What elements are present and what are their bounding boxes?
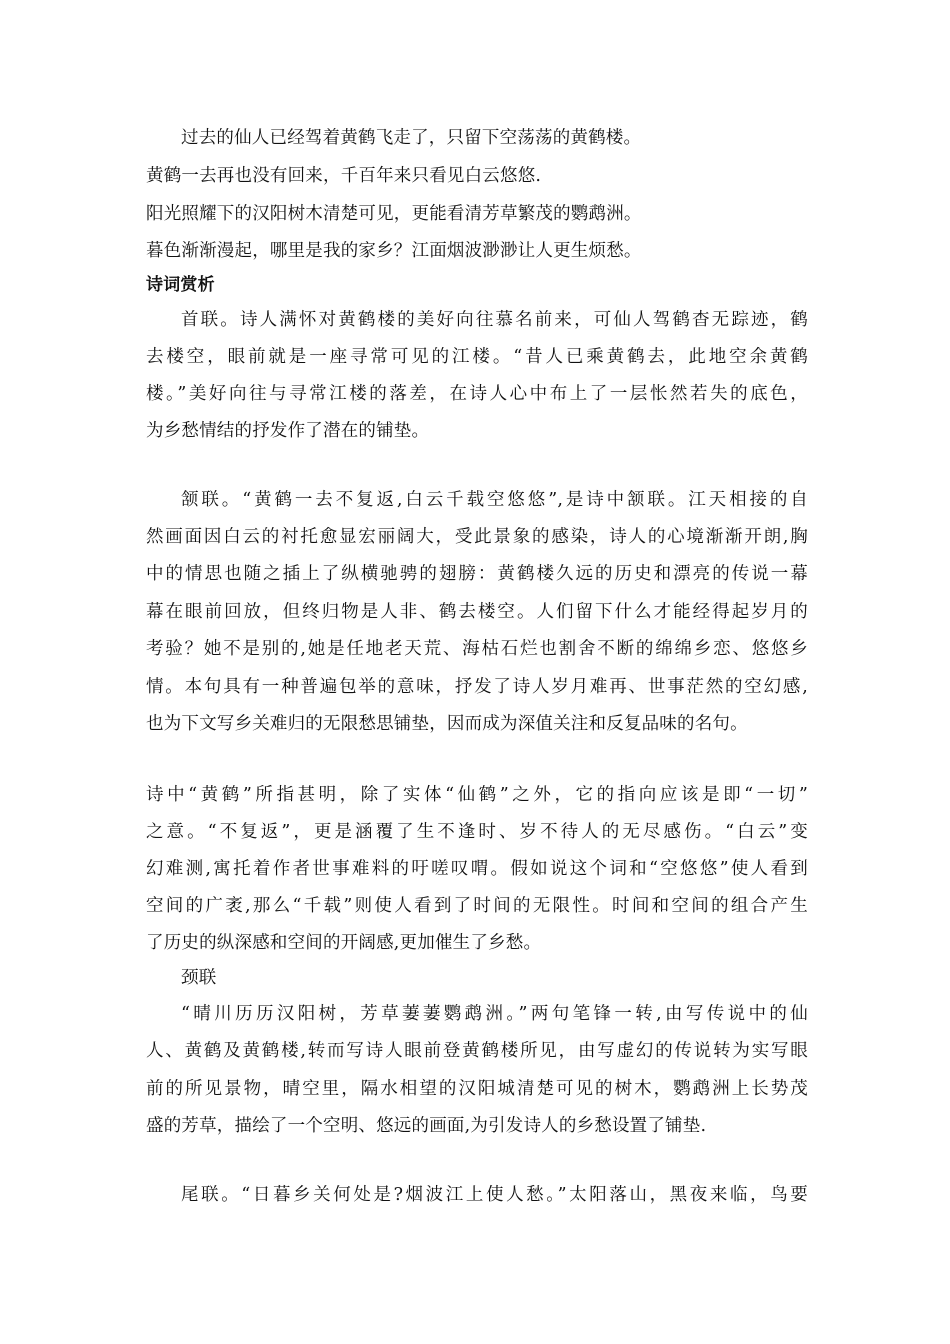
hanlian-line-3: 中的情思也随之插上了纵横驰骋的翅膀：黄鹤楼久远的历史和漂亮的传说一幕 <box>146 564 808 584</box>
hanlian-line-2: 然画面因白云的衬托愈显宏丽阔大，受此景象的感染，诗人的心境渐渐开朗,胸 <box>146 527 808 547</box>
huanghe-line-5: 了历史的纵深感和空间的开阔感,更加催生了乡愁。 <box>146 933 542 953</box>
translation-line-1: 过去的仙人已经驾着黄鹤飞走了，只留下空荡荡的黄鹤楼。 <box>181 128 642 148</box>
hanlian-line-7: 也为下文写乡关难归的无限愁思铺垫，因而成为深值关注和反复品味的名句。 <box>146 714 748 734</box>
jinglian-line-4: 盛的芳草，描绘了一个空明、悠远的画面,为引发诗人的乡愁设置了铺垫. <box>146 1116 707 1136</box>
huanghe-line-3: 幻难测,寓托着作者世事难料的吁嗟叹喟。假如说这个词和“空悠悠”使人看到 <box>146 859 808 879</box>
shoulian-line-3: 楼。”美好向往与寻常江楼的落差，在诗人心中布上了一层怅然若失的底色， <box>146 384 808 404</box>
huanghe-line-4: 空间的广袤,那么“千载”则使人看到了时间的无限性。时间和空间的组合产生 <box>146 896 808 916</box>
translation-line-4: 暮色渐渐漫起，哪里是我的家乡？江面烟波渺渺让人更生烦愁。 <box>146 241 642 261</box>
shoulian-line-2: 去楼空，眼前就是一座寻常可见的江楼。“昔人已乘黄鹤去，此地空余黄鹤 <box>146 347 808 367</box>
huanghe-line-2: 之意。“不复返”，更是涵覆了生不逢时、岁不待人的无尽感伤。“白云”变 <box>146 822 808 842</box>
hanlian-line-1: 颔联。“黄鹤一去不复返,白云千载空悠悠”,是诗中颔联。江天相接的自 <box>181 490 808 510</box>
jinglian-line-3: 前的所见景物，晴空里，隔水相望的汉阳城清楚可见的树木，鹦鹉洲上长势茂 <box>146 1079 808 1099</box>
huanghe-line-1: 诗中“黄鹤”所指甚明，除了实体“仙鹤”之外，它的指向应该是即“一切” <box>146 785 808 805</box>
shoulian-line-4: 为乡愁情结的抒发作了潜在的铺垫。 <box>146 421 430 441</box>
translation-line-3: 阳光照耀下的汉阳树木清楚可见，更能看清芳草繁茂的鹦鹉洲。 <box>146 204 642 224</box>
jinglian-line-2: 人、黄鹤及黄鹤楼,转而写诗人眼前登黄鹤楼所见，由写虚幻的传说转为实写眼 <box>146 1041 808 1061</box>
section-heading: 诗词赏析 <box>146 275 215 295</box>
jinglian-title: 颈联 <box>181 968 217 988</box>
translation-line-2: 黄鹤一去再也没有回来，千百年来只看见白云悠悠. <box>146 166 542 186</box>
hanlian-line-5: 考验？她不是别的,她是任地老天荒、海枯石烂也割舍不断的绵绵乡恋、悠悠乡 <box>146 639 808 659</box>
jinglian-line-1: “晴川历历汉阳树，芳草萋萋鹦鹉洲。”两句笔锋一转,由写传说中的仙 <box>181 1004 808 1024</box>
weilian-line-1: 尾联。“日暮乡关何处是?烟波江上使人愁。”太阳落山，黑夜来临，鸟要 <box>181 1185 808 1205</box>
hanlian-line-6: 情。本句具有一种普遍包举的意味，抒发了诗人岁月难再、世事茫然的空幻感, <box>146 677 808 697</box>
shoulian-line-1: 首联。诗人满怀对黄鹤楼的美好向往慕名前来，可仙人驾鹤杳无踪迹，鹤 <box>181 310 808 330</box>
hanlian-line-4: 幕在眼前回放，但终归物是人非、鹤去楼空。人们留下什么才能经得起岁月的 <box>146 602 808 622</box>
